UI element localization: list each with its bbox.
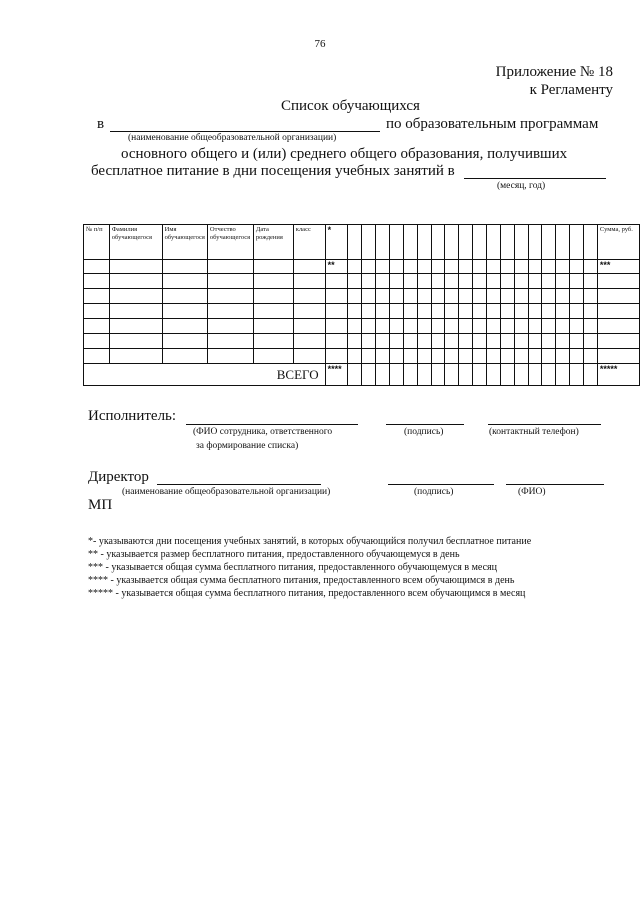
row-day-mark: ** — [325, 260, 348, 274]
director-org-line — [157, 484, 321, 485]
executor-label: Исполнитель: — [88, 408, 177, 424]
executor-signature-line — [386, 424, 464, 425]
note-3: *** - указывается общая сумма бесплатного питания, предоставленного обучающемуся в месяц — [88, 562, 497, 573]
header-surname: Фамилия обучающегося — [109, 225, 162, 260]
table-row — [84, 349, 640, 364]
header-number: № п/п — [84, 225, 110, 260]
annex-subtitle: к Регламенту — [529, 82, 613, 98]
total-sum-mark: ***** — [597, 364, 639, 386]
header-patronymic: Отчество обучающегося — [207, 225, 253, 260]
month-line — [464, 178, 606, 179]
executor-fio-caption-2: за формирование списка) — [196, 441, 299, 451]
total-label: ВСЕГО — [84, 364, 326, 386]
note-2: ** - указывается размер бесплатного питания, предоставленного обучающемуся в день — [88, 549, 460, 560]
executor-phone-caption: (контактный телефон) — [489, 427, 579, 437]
director-signature-caption: (подпись) — [414, 487, 454, 497]
header-sum: Сумма, руб. — [597, 225, 639, 260]
note-4: **** - указывается общая сумма бесплатного питания, предоставленного всем обучающимся в день — [88, 575, 515, 586]
note-1: *- указываются дни посещения учебных занятий, в которых обучающийся получил бесплатное питание — [88, 536, 532, 547]
total-day-mark: **** — [325, 364, 348, 386]
table-row — [84, 304, 640, 319]
header-class: класс — [293, 225, 325, 260]
annex-title: Приложение № 18 — [495, 64, 613, 80]
page-number: 76 — [314, 38, 326, 50]
document-title: Список обучающихся — [281, 98, 420, 114]
month-caption: (месяц, год) — [497, 181, 546, 191]
table-row — [84, 274, 640, 289]
director-org-caption: (наименование общеобразовательной организации) — [122, 487, 331, 497]
note-5: ***** - указывается общая сумма бесплатного питания, предоставленного всем обучающимся в месяц — [88, 588, 526, 599]
org-name-line — [110, 131, 380, 132]
executor-fio-line — [186, 424, 358, 425]
table-row — [84, 334, 640, 349]
executor-phone-line — [488, 424, 601, 425]
header-days: * — [325, 225, 348, 260]
header-birthdate: Дата рождения — [253, 225, 293, 260]
table-row — [84, 260, 640, 274]
director-signature-line — [388, 484, 494, 485]
executor-fio-caption: (ФИО сотрудника, ответственного — [193, 427, 333, 437]
director-fio-line — [506, 484, 604, 485]
table-row — [84, 289, 640, 304]
table-header-row — [84, 225, 640, 260]
director-fio-caption: (ФИО) — [518, 487, 546, 497]
executor-signature-caption: (подпись) — [404, 427, 444, 437]
students-table — [83, 224, 640, 386]
heading-line-2: основного общего и (или) среднего общего образования, получивших — [121, 146, 568, 162]
heading-line-3: бесплатное питание в дни посещения учебных занятий в — [91, 163, 455, 179]
header-name: Имя обучающегося — [162, 225, 207, 260]
stamp-label: МП — [88, 497, 113, 513]
org-caption: (наименование общеобразовательной организации) — [128, 133, 337, 143]
row-sum-mark: *** — [597, 260, 639, 274]
director-label: Директор — [88, 469, 149, 485]
table-row — [84, 319, 640, 334]
programs-text: по образовательным программам — [386, 116, 599, 132]
prefix-in: в — [97, 116, 105, 132]
table-total-row — [84, 364, 640, 386]
